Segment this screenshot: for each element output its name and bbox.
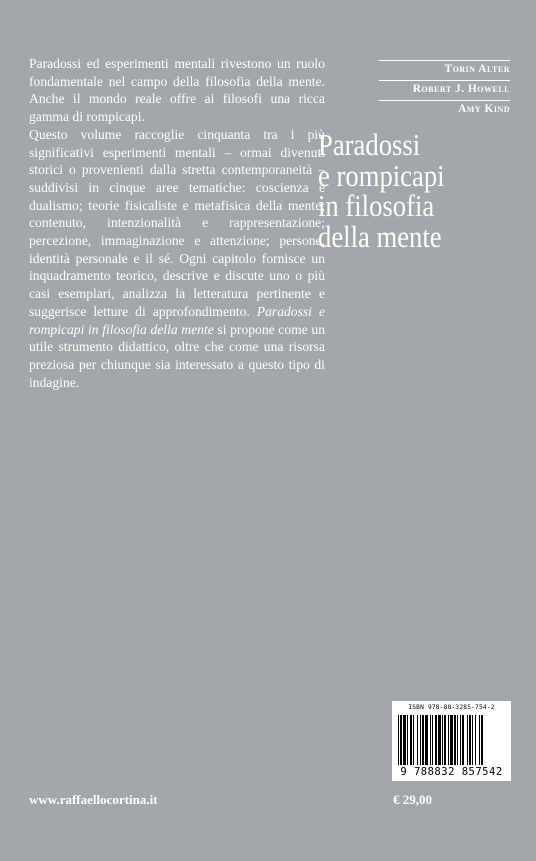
barcode-bar (407, 715, 408, 765)
blurb-text-b: si propone come un utile strumento didattico, oltre che come una risorsa preziosa per chiunque sia interessato a questo tipo di indagine. (29, 321, 325, 390)
barcode-bar (422, 715, 424, 765)
barcode-bar (435, 715, 437, 765)
barcode-bar (467, 715, 468, 765)
barcode-bar (438, 715, 441, 765)
barcode-bar (413, 715, 414, 765)
title-line: in filosofia (318, 188, 435, 223)
barcode-icon (398, 715, 505, 765)
barcode-bar (410, 715, 412, 765)
isbn-label: ISBN 978-88-3285-754-2 (408, 704, 495, 711)
barcode-bar (425, 715, 428, 765)
barcode-bar (472, 715, 473, 765)
barcode-bar (479, 715, 480, 765)
blurb-book-title: Paradossi e rompicapi in filosofia della mente (29, 303, 325, 337)
blurb-paragraph-1: Paradossi ed esperimenti mentali rivestono un ruolo fondamentale nel campo della filosofia della mente. Anche il mondo reale offre ai filosofi una ricca gamma di rompicapi. (29, 56, 325, 125)
barcode-bar (460, 715, 461, 765)
barcode-bar (457, 715, 458, 765)
title-line: e rompicapi (318, 157, 445, 193)
barcode-bar (432, 715, 433, 765)
barcode-bar (454, 715, 456, 765)
barcode-bar (481, 715, 483, 765)
barcode-bar (420, 715, 421, 765)
title-line: della mente (318, 218, 442, 254)
barcode-bar (462, 715, 464, 765)
blurb-text-a: Questo volume raccoglie cinquanta tra i più significativi esperimenti mentali – ormai divenuti storici o provenienti dalla stretta contemporaneità – suddivisi in cinque aree tematiche: coscienza e dualismo; teorie fisicaliste e metafisica della mente; contenuto, intenzionalità e rappresentazione; percezione, immaginazione e attenzione; persone, identità personale e il sé. Ogni capitolo fornisce un inquadramento teorico, descrive e discute uno o più casi esemplari, analizza la letteratura pertinente e suggerisce letture di approfondimento. (29, 126, 325, 319)
price: € 29,00 (393, 792, 432, 807)
barcode-bar (469, 715, 471, 765)
barcode-box (392, 701, 511, 781)
book-title (318, 127, 499, 254)
author-name: Torin Alter (379, 60, 510, 80)
author-list (379, 60, 510, 120)
barcode-bar (403, 715, 406, 765)
barcode-bar (398, 715, 399, 765)
barcode-bar (417, 715, 418, 765)
blurb (29, 55, 325, 391)
barcode-bar (430, 715, 431, 765)
author-name: Amy Kind (379, 100, 510, 120)
barcode-bar (475, 715, 476, 765)
barcode-digits: 9 788832 857542 (400, 766, 503, 778)
barcode-bar (442, 715, 443, 765)
barcode-bar (448, 715, 449, 765)
blurb-paragraph-2 (29, 126, 325, 392)
barcode-bar (450, 715, 453, 765)
barcode-bar (444, 715, 446, 765)
title-line: Paradossi (318, 127, 421, 162)
author-name: Robert J. Howell (379, 80, 510, 100)
publisher-website: www.raffaellocortina.it (29, 792, 158, 807)
barcode-bar (400, 715, 402, 765)
